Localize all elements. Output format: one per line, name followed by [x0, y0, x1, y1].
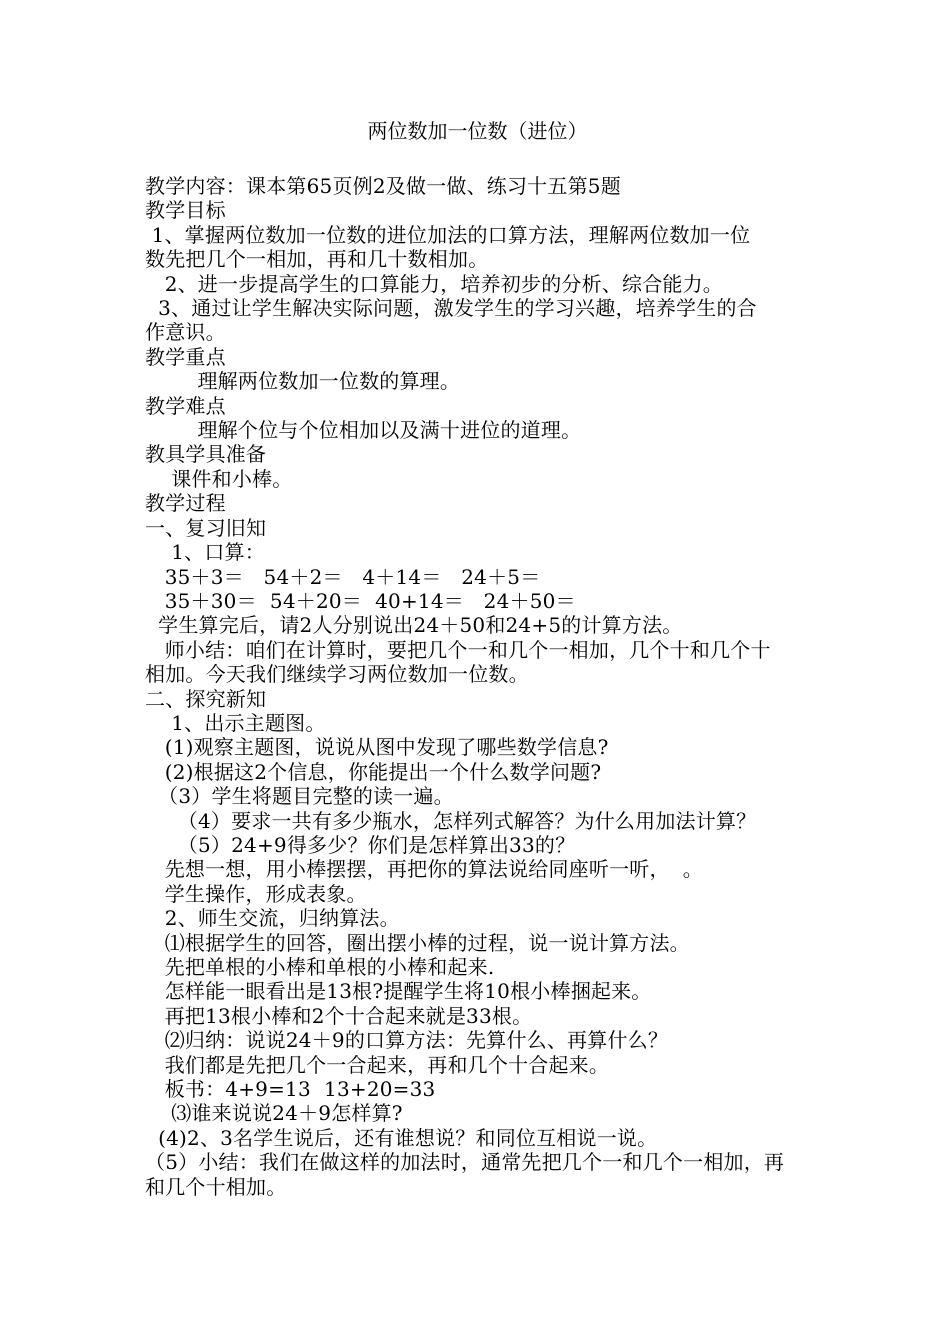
content-line: 我们都是先把几个一合起来，再和几个十合起来。 — [145, 1052, 610, 1077]
content-line: ⑴根据学生的回答，圈出摆小棒的过程，说一说计算方法。 — [145, 930, 690, 955]
section-heading: 教学目标 — [145, 198, 226, 223]
content-line: (2)根据这2个信息，你能提出一个什么数学问题? — [145, 759, 602, 784]
section-heading: 教学过程 — [145, 491, 226, 516]
content-line: 1、掌握两位数加一位数的进位加法的口算方法，理解两位数加一位 — [145, 222, 751, 247]
content-line: 和几个十相加。 — [145, 1174, 287, 1199]
content-line: ⑵归纳：说说24＋9的口算方法：先算什么、再算什么？ — [145, 1028, 669, 1053]
content-line: 数先把几个一相加，再和几十数相加。 — [145, 247, 489, 272]
content-line: 2、进一步提高学生的口算能力，培养初步的分析、综合能力。 — [145, 271, 724, 296]
content-line: 师小结：咱们在计算时，要把几个一和几个一相加，几个十和几个十 — [145, 637, 771, 662]
content-line: 1、出示主题图。 — [145, 710, 326, 735]
content-line: （5）小结：我们在做这样的加法时，通常先把几个一和几个一相加，再 — [145, 1150, 785, 1175]
content-line: ⑶谁来说说24＋9怎样算? — [145, 1101, 403, 1126]
content-line: 学生算完后，请2人分别说出24＋50和24+5的计算方法。 — [145, 613, 683, 638]
content-line: （3）学生将题目完整的读一遍。 — [145, 784, 454, 809]
content-line: 先把单根的小棒和单根的小棒和起来. — [145, 955, 495, 979]
section-heading: 教学难点 — [145, 393, 226, 418]
content-line: 怎样能一眼看出是13根?提醒学生将10根小棒捆起来。 — [145, 979, 652, 1004]
document-title: 两位数加一位数（进位） — [367, 119, 588, 143]
content-line: 理解个位与个位相加以及满十进位的道理。 — [145, 418, 582, 443]
content-line: 作意识。 — [145, 320, 226, 345]
document-page — [145, 118, 810, 1199]
content-line: （4）要求一共有多少瓶水，怎样列式解答？为什么用加法计算？ — [145, 808, 757, 833]
content-line: 理解两位数加一位数的算理。 — [145, 369, 461, 394]
content-line: 35＋30＝ 54＋20＝ 40+14＝ 24＋50＝ — [145, 588, 576, 613]
document-body — [145, 174, 810, 1199]
content-line: 相加。今天我们继续学习两位数加一位数。 — [145, 662, 529, 687]
content-line: （5）24+9得多少？你们是怎样算出33的？ — [145, 832, 576, 857]
content-line: 1、口算： — [145, 540, 265, 565]
content-line: 35＋3＝ 54＋2＝ 4＋14＝ 24＋5＝ — [145, 564, 541, 589]
content-line: (4)2、3名学生说后，还有谁想说？和同位互相说一说。 — [145, 1125, 658, 1150]
content-line: 3、通过让学生解决实际问题，激发学生的学习兴趣，培养学生的合 — [145, 296, 757, 321]
content-line: 教学内容：课本第65页例2及做一做、练习十五第5题 — [145, 174, 621, 198]
content-line: 2、师生交流，归纳算法。 — [145, 906, 400, 931]
section-heading: 教具学具准备 — [145, 442, 267, 467]
content-line: 再把13根小棒和2个十合起来就是33根。 — [145, 1003, 533, 1028]
content-line: 板书：4+9=13 13+20=33 — [145, 1077, 436, 1102]
content-line: 学生操作，形成表象。 — [145, 881, 367, 906]
content-line: 先想一想，用小棒摆摆，再把你的算法说给同座听一听， 。 — [145, 857, 704, 882]
section-heading: 二、探究新知 — [145, 686, 267, 711]
content-line: 课件和小棒。 — [145, 466, 293, 491]
content-line: (1)观察主题图，说说从图中发现了哪些数学信息? — [145, 735, 609, 760]
section-heading: 教学重点 — [145, 344, 226, 369]
section-heading: 一、复习旧知 — [145, 515, 267, 540]
